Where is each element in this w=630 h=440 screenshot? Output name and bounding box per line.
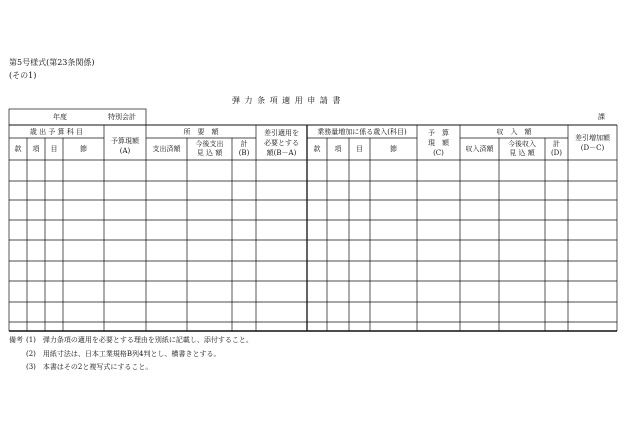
future-income-header: 今後収入 <box>508 140 536 148</box>
account-label: 特別会計 <box>108 113 136 121</box>
form-number: 第5号様式(第23条関係) <box>9 58 95 67</box>
received-header: 収入済額 <box>465 145 494 153</box>
paid-header: 支出済額 <box>152 145 181 153</box>
total-d-header: 計 <box>553 140 560 148</box>
moku-header: 目 <box>50 145 58 153</box>
future-income-header-2: 見 込 額 <box>509 149 535 157</box>
section-label: 課 <box>598 113 605 121</box>
kan-header: 款 <box>14 145 22 153</box>
revenue-kou-header: 項 <box>334 145 342 153</box>
expenditure-group-header: 歳 出 予 算 科 目 <box>29 128 84 136</box>
revenue-setsu-header: 節 <box>390 145 397 153</box>
year-label: 年度 <box>53 113 67 121</box>
notes-prefix: 備考 <box>9 336 23 344</box>
revenue-moku-header: 目 <box>356 145 363 153</box>
kou-header: 項 <box>32 145 40 153</box>
required-group-header: 所 要 額 <box>183 128 219 136</box>
note-2: (2) 用紙寸法は、日本工業規格B列4判とし、横書きとする。 <box>26 350 221 358</box>
budget-c-mark: (C) <box>433 149 444 157</box>
budget-a-header: 予算現額 <box>111 137 139 145</box>
diff-header-1: 差引適用を <box>264 129 299 137</box>
diff-header-2: 必要とする <box>264 139 299 147</box>
note-1: (1) 弾力条項の適用を必要とする理由を別紙に記載し、添付すること。 <box>26 336 253 344</box>
total-d-mark: (D) <box>550 149 563 157</box>
revenue-group-header: 業務量増加に係る歳入(科目) <box>317 128 407 136</box>
budget-a-mark: (A) <box>119 147 131 155</box>
budget-c-header-2: 現 額 <box>428 139 449 147</box>
future-pay-header-2: 見 込 額 <box>196 149 223 157</box>
part-label: (その1) <box>9 71 37 80</box>
future-pay-header: 今後支出 <box>195 140 224 148</box>
setsu-header: 節 <box>80 145 87 153</box>
revenue-kan-header: 款 <box>313 145 321 153</box>
increase-header-1: 差引増加額 <box>575 134 610 142</box>
total-b-mark: (B) <box>238 149 250 157</box>
income-group-header: 収 入 額 <box>496 128 532 136</box>
budget-c-header-1: 予 算 <box>428 129 449 137</box>
form-title: 弾 力 条 項 適 用 申 請 書 <box>232 96 342 105</box>
total-b-header: 計 <box>240 140 248 148</box>
diff-header-3: 額(B－A) <box>266 149 297 157</box>
note-3: (3) 本書はその2と複写式にすること。 <box>26 363 153 371</box>
increase-header-2: (D－C) <box>580 144 605 152</box>
